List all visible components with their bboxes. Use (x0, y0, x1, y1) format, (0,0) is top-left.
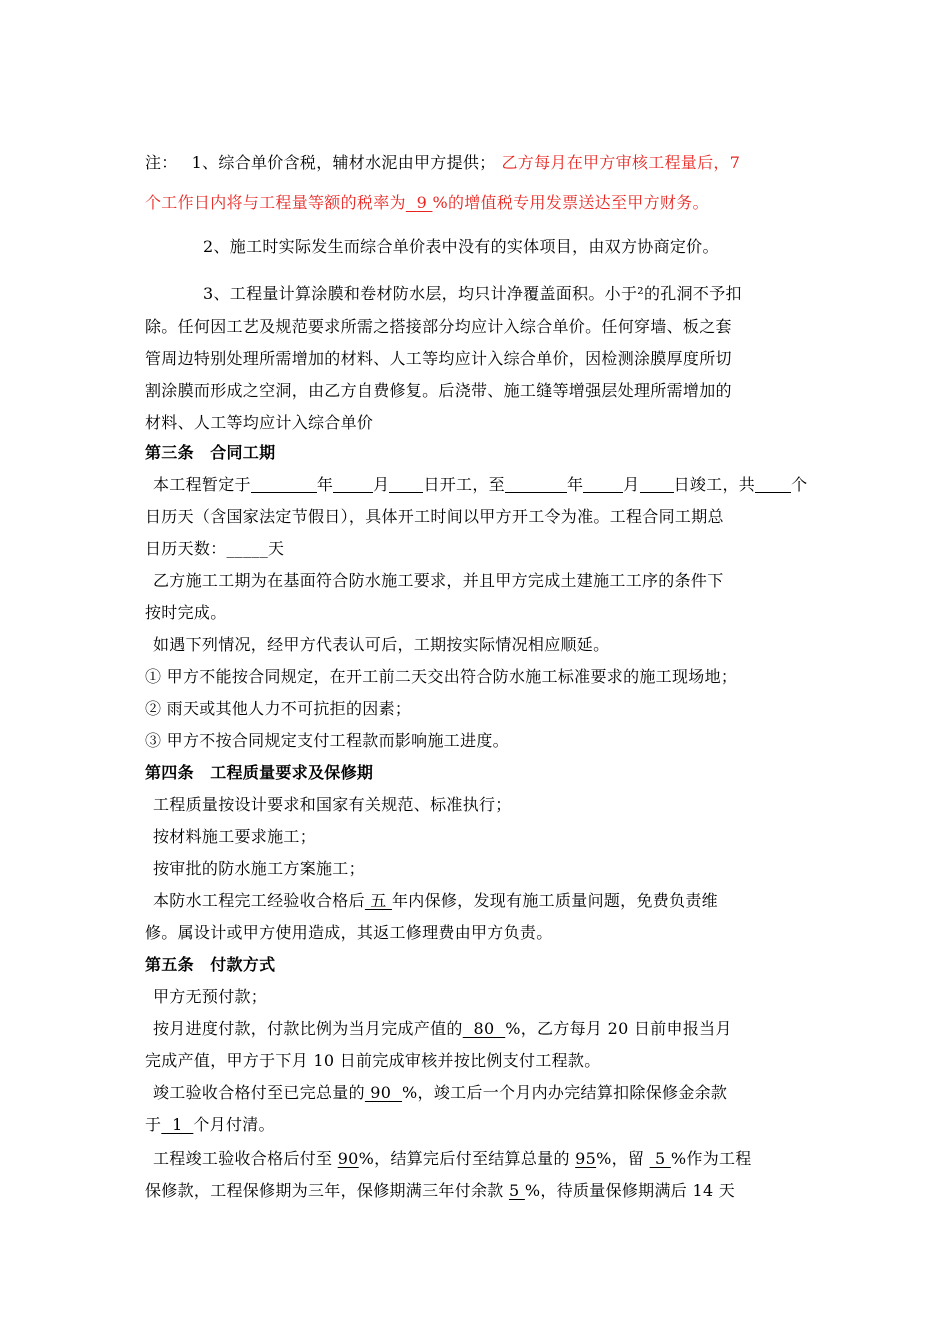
article-3-condition-1: ① 甲方不能按合同规定，在开工前二天交出符合防水施工标准要求的施工现场地； (145, 667, 738, 686)
settlement-suffix: 个月付清。 (193, 1115, 275, 1134)
acceptance-payment-percent: 90 (364, 1083, 403, 1102)
end-month-blank (583, 476, 623, 493)
note-item-1-line-2 (145, 190, 709, 213)
article-4-line-3: 按审批的防水施工方案施工； (153, 859, 365, 878)
article-3-condition-2: ② 雨天或其他人力不可抗拒的因素； (145, 699, 412, 718)
note-item-3-line-5: 材料、人工等均应计入综合单价 (145, 413, 374, 432)
warranty-prefix: 本防水工程完工经验收合格后 (153, 891, 365, 910)
article-3-line-1 (153, 472, 807, 495)
end-year-blank (505, 476, 567, 493)
note-item-2: 2、施工时实际发生而综合单价表中没有的实体项目，由双方协商定价。 (203, 237, 719, 256)
article-4-line-2: 按材料施工要求施工； (153, 827, 317, 846)
note-item-3-line-4: 割涂膜而形成之空洞，由乙方自费修复。后浇带、施工缝等增强层处理所需增加的 (145, 381, 732, 400)
note-item-1-red-end: %的增值税专用发票送达至甲方财务。 (432, 193, 709, 212)
start-date-prefix: 本工程暂定于 (153, 475, 251, 494)
note-item-3-line-1: 3、工程量计算涂膜和卷材防水层，均只计净覆盖面积。小于²的孔洞不予扣 (203, 284, 742, 303)
article-3-line-6: 如遇下列情况，经甲方代表认可后，工期按实际情况相应顺延。 (153, 635, 610, 654)
retention-label: %，留 (596, 1149, 650, 1168)
note-label: 注： (145, 153, 178, 172)
article-3-condition-3: ③ 甲方不按合同规定支付工程款而影响施工进度。 (145, 731, 509, 750)
retention-percent-value: 5 (649, 1149, 671, 1168)
acceptance-payment-prefix: 竣工验收合格付至已完总量的 (153, 1083, 365, 1102)
monthly-payment-prefix: 按月进度付款，付款比例为当月完成产值的 (153, 1019, 463, 1038)
acceptance-percent-value: 90 (337, 1149, 359, 1168)
retention-suffix: %作为工程 (670, 1149, 752, 1168)
start-year-blank (251, 476, 317, 493)
completion-label: 日竣工，共 (673, 475, 756, 494)
article-4-line-1: 工程质量按设计要求和国家有关规范、标准执行； (153, 795, 512, 814)
warranty-payment-prefix: 保修款，工程保修期为三年，保修期满三年付余款 (145, 1181, 509, 1200)
article-5-line-2 (153, 1016, 732, 1039)
start-day-blank (389, 476, 423, 493)
monthly-payment-percent: 80 (462, 1019, 506, 1038)
start-month-blank (333, 476, 373, 493)
note-item-1-line-1 (145, 150, 740, 173)
final-payment-prefix: 工程竣工验收合格后付至 (153, 1149, 338, 1168)
warranty-payment-suffix: %，待质量保修期满后 14 天 (524, 1181, 736, 1200)
year-label: 年 (316, 475, 334, 494)
article-3-title: 第三条 合同工期 (145, 443, 276, 462)
note-item-3-line-3: 管周边特别处理所需增加的材料、人工等均应计入综合单价，因检测涂膜厚度所切 (145, 349, 732, 368)
note-item-1-red-text: 乙方每月在甲方审核工程量后，7 (501, 153, 741, 172)
settlement-percent-label: %，结算完后付至结算总量的 (358, 1149, 576, 1168)
article-3-line-2: 日历天（含国家法定节假日），具体开工时间以甲方开工令为准。工程合同工期总 (145, 507, 724, 526)
article-3-line-4: 乙方施工工期为在基面符合防水施工要求，并且甲方完成土建施工工序的条件下 (153, 571, 724, 590)
settlement-months-value: 1 (161, 1115, 194, 1134)
warranty-years-value: 五 (364, 891, 392, 910)
article-5-title: 第五条 付款方式 (145, 955, 276, 974)
unit-label: 个 (791, 475, 808, 494)
article-4-title: 第四条 工程质量要求及保修期 (145, 763, 374, 782)
article-4-line-5: 修。属设计或甲方使用造成，其返工修理费由甲方负责。 (145, 923, 553, 942)
article-5-line-7 (145, 1178, 735, 1201)
month-label-2: 月 (623, 475, 640, 494)
note-item-1-red-cont: 个工作日内将与工程量等额的税率为 (145, 193, 406, 212)
start-work-label: 日开工，至 (423, 475, 505, 494)
year-label-2: 年 (566, 475, 584, 494)
settlement-percent-value: 95 (575, 1149, 597, 1168)
article-5-line-3: 完成产值，甲方于下月 10 日前完成审核并按比例支付工程款。 (145, 1051, 601, 1070)
warranty-suffix: 年内保修，发现有施工质量问题，免费负责维 (391, 891, 718, 910)
article-5-line-6 (153, 1146, 752, 1169)
note-item-3-line-2: 除。任何因工艺及规范要求所需之搭接部分均应计入综合单价。任何穿墙、板之套 (145, 317, 732, 336)
end-day-blank (640, 476, 674, 493)
article-5-line-5 (145, 1112, 275, 1135)
month-label: 月 (373, 475, 390, 494)
article-3-line-5: 按时完成。 (145, 603, 227, 622)
tax-rate-value: 9 (416, 193, 428, 212)
article-3-line-3: 日历天数：_____天 (145, 539, 285, 558)
article-4-line-4 (153, 888, 718, 911)
monthly-payment-suffix: %，乙方每月 20 日前申报当月 (505, 1019, 732, 1038)
note-item-1-text: 1、综合单价含税，辅材水泥由甲方提供； (191, 153, 496, 172)
settlement-prefix: 于 (145, 1115, 162, 1134)
article-5-line-1: 甲方无预付款； (153, 987, 268, 1006)
remaining-percent-value: 5 (509, 1181, 525, 1200)
article-5-line-4 (153, 1080, 727, 1103)
acceptance-payment-suffix: %，竣工后一个月内办完结算扣除保修金余款 (402, 1083, 728, 1102)
total-days-blank (755, 476, 791, 493)
